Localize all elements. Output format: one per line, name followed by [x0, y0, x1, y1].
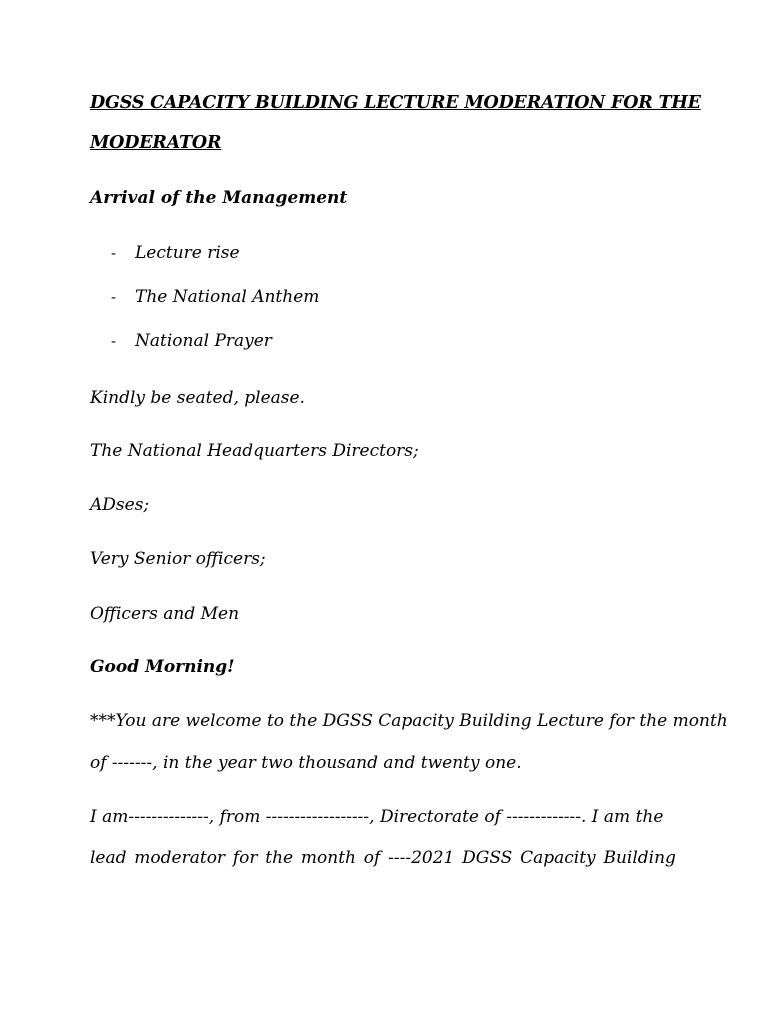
document-title-line-1: DGSS CAPACITY BUILDING LECTURE MODERATION FOR THE	[90, 93, 701, 113]
salutation-line: Very Senior officers;	[90, 549, 266, 569]
intro-line-1: I am--------------, from ------------------, Directorate of -------------. I am the	[90, 807, 664, 827]
bullet-text: The National Anthem	[135, 287, 320, 307]
document-title-line-2: MODERATOR	[90, 133, 222, 153]
word: for	[232, 848, 258, 868]
welcome-line-2: of -------, in the year two thousand and twenty one.	[90, 753, 522, 773]
word: Building	[603, 848, 676, 868]
word: DGSS	[462, 848, 513, 868]
word: Capacity	[520, 848, 596, 868]
heading-arrival: Arrival of the Management	[90, 188, 348, 208]
bullet-dash: -	[111, 244, 117, 262]
welcome-line-1: ***You are welcome to the DGSS Capacity Building Lecture for the month	[90, 711, 728, 731]
word: lead	[90, 848, 127, 868]
salutation-line: ADses;	[90, 495, 150, 515]
bullet-text: National Prayer	[135, 331, 272, 351]
bullet-text: Lecture rise	[135, 243, 240, 263]
bullet-dash: -	[111, 332, 117, 350]
salutation-line: Officers and Men	[90, 604, 240, 624]
seated-line: Kindly be seated, please.	[90, 388, 305, 408]
greeting: Good Morning!	[90, 657, 235, 677]
intro-line-2	[90, 850, 676, 867]
salutation-line: The National Headquarters Directors;	[90, 441, 419, 461]
word: ----2021	[388, 848, 455, 868]
word: the	[265, 848, 294, 868]
bullet-dash: -	[111, 288, 117, 306]
word: of	[363, 848, 381, 868]
word: month	[300, 848, 356, 868]
word: moderator	[134, 848, 226, 868]
